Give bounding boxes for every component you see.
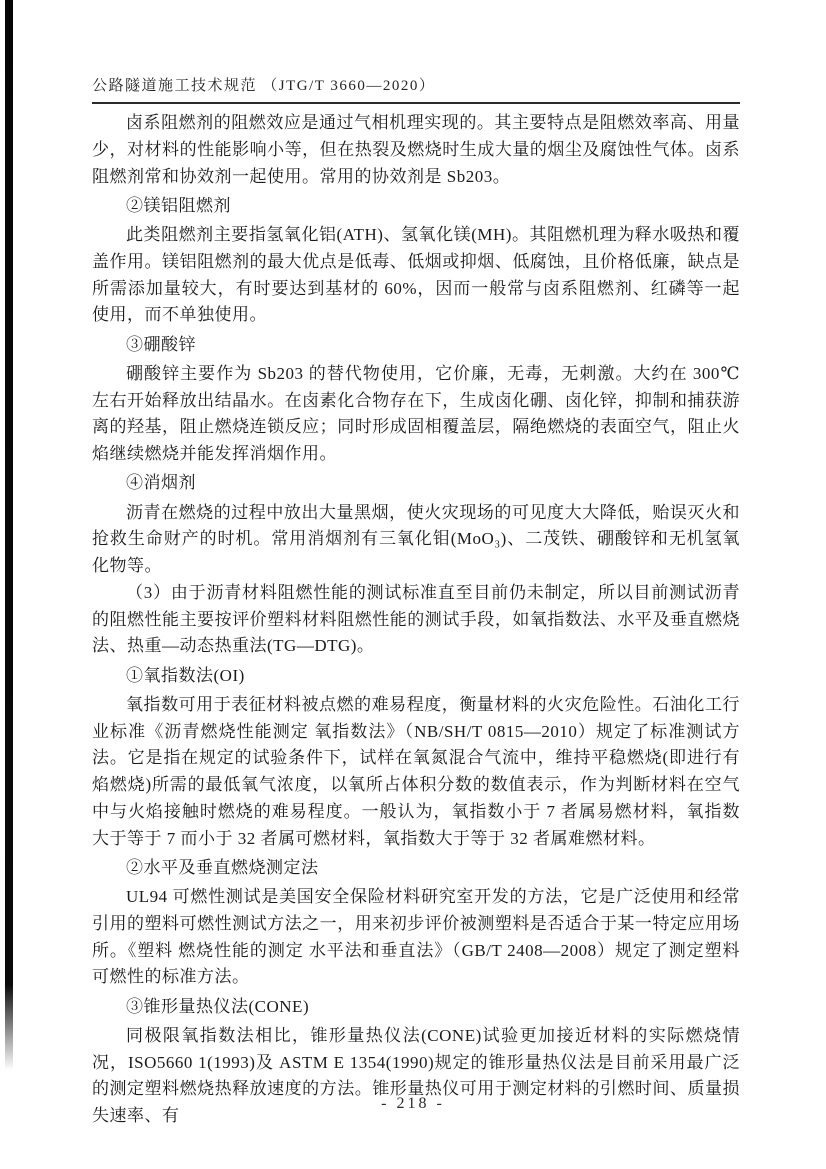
paragraph: 沥青在燃烧的过程中放出大量黑烟，使火灾现场的可见度大大降低，贻误灭火和抢救生命财产的时机。常用消烟剂有三氧化钼(MoO₃)、二茂铁、硼酸锌和无机氢氧化物等。 xyxy=(92,502,740,575)
scan-edge-shadow xyxy=(5,0,13,1070)
running-header xyxy=(92,74,740,104)
document-title: 公路隧道施工技术规范 （JTG/T 3660—2020） xyxy=(92,78,436,94)
page-body-text xyxy=(92,110,740,1130)
paragraph: 此类阻燃剂主要指氢氧化铝(ATH)、氢氧化镁(MH)。其阻燃机理为释水吸热和覆盖作用。镁铝阻燃剂的最大优点是低毒、低烟或抑烟、低腐蚀，且价格低廉，缺点是所需添加量较大，有时要达到基材的 60%，因而一般常与卤系阻燃剂、红磷等一起使用，而不单独使用。 xyxy=(92,225,740,325)
section-heading: ③锥形量热仪法(CONE) xyxy=(126,996,310,1016)
paragraph: UL94 可燃性测试是美国安全保险材料研究室开发的方法，它是广泛使用和经常引用的塑料可燃性测试方法之一，用来初步评价被测塑料是否适合于某一特定应用场所。《塑料 燃烧性能的测定 水平法和垂直法》（GB/T 2408—2008）规定了测定塑料可燃性的标准方法。 xyxy=(92,887,740,987)
paragraph: 卤系阻燃剂的阻燃效应是通过气相机理实现的。其主要特点是阻燃效率高、用量少，对材料的性能影响小等，但在热裂及燃烧时生成大量的烟尘及腐蚀性气体。卤系阻燃剂常和协效剂一起使用。常用的协效剂是 Sb203。 xyxy=(92,113,740,186)
paragraph: （3）由于沥青材料阻燃性能的测试标准直至目前仍未制定，所以目前测试沥青的阻燃性能主要按评价塑料材料阻燃性能的测试手段，如氧指数法、水平及垂直燃烧法、热重—动态热重法(TG—DTG)。 xyxy=(92,582,740,656)
section-heading: ④消烟剂 xyxy=(126,473,196,493)
paragraph: 硼酸锌主要作为 Sb203 的替代物使用，它价廉，无毒，无刺激。大约在 300℃左右开始释放出结晶水。在卤素化合物存在下，生成卤化硼、卤化锌，抑制和捕获游离的羟基，阻止燃烧连锁反应；同时形成固相覆盖层，隔绝燃烧的表面空气，阻止火焰继续燃烧并能发挥消烟作用。 xyxy=(92,363,740,463)
paragraph: 氧指数可用于表征材料被点燃的难易程度，衡量材料的火灾危险性。石油化工行业标准《沥青燃烧性能测定 氧指数法》（NB/SH/T 0815—2010）规定了标准测试方法。它是指在规定的试验条件下，试样在氧氮混合气流中，维持平稳燃烧(即进行有焰燃烧)所需的最低氧气浓度，以氧所占体积分数的数值表示，作为判断材料在空气中与火焰接触时燃烧的难易程度。一般认为，氧指数小于 7 者属易燃材料，氧指数大于等于 7 而小于 32 者属可燃材料，氧指数大于等于 32 者属难燃材料。 xyxy=(92,694,740,848)
paragraph: 同极限氧指数法相比，锥形量热仪法(CONE)试验更加接近材料的实际燃烧情况，ISO5660 1(1993)及 ASTM E 1354(1990)规定的锥形量热仪法是目前采用最广泛的测定塑料燃烧热释放速度的方法。锥形量热仪可用于测定材料的引燃时间、质量损失速率、有 xyxy=(92,1025,740,1125)
section-heading: ①氧指数法(OI) xyxy=(126,665,245,685)
page-number: - 218 - xyxy=(381,1095,445,1112)
section-heading: ③硼酸锌 xyxy=(126,334,196,354)
section-heading: ②镁铝阻燃剂 xyxy=(126,195,231,215)
section-heading: ②水平及垂直燃烧测定法 xyxy=(126,857,319,877)
